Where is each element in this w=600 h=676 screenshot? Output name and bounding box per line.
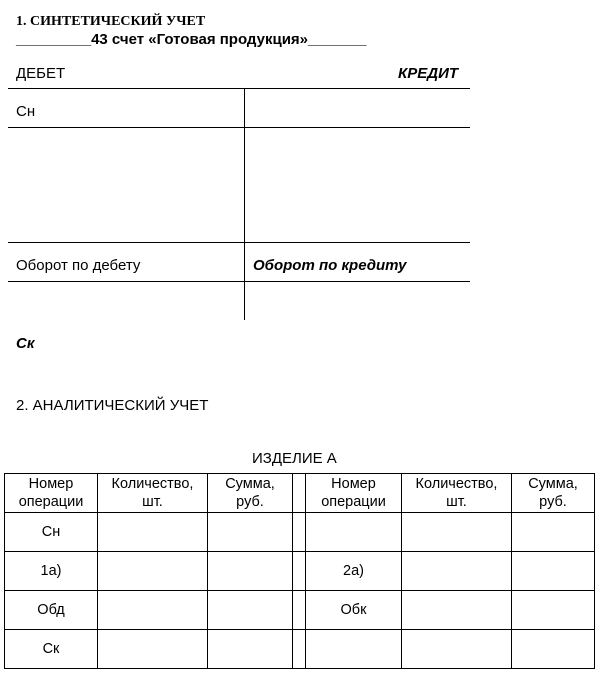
t-account-line-opening: [8, 127, 470, 128]
cell: [402, 552, 512, 591]
debit-turnover-label: Оборот по дебету: [16, 257, 141, 274]
cell: [208, 552, 293, 591]
right-op-cell: [306, 630, 402, 669]
header-quantity-right: Количество, шт.: [402, 474, 512, 513]
debit-header: ДЕБЕТ: [16, 65, 66, 82]
closing-balance-label: Ск: [16, 335, 35, 352]
table-row: [5, 552, 595, 591]
table-row: [5, 630, 595, 669]
cell: [208, 513, 293, 552]
cell: [98, 630, 208, 669]
left-op-cell: Сн: [5, 513, 98, 552]
cell: [512, 513, 595, 552]
header-sum-left: Сумма, руб.: [208, 474, 293, 513]
section-2-title: 2. АНАЛИТИЧЕСКИЙ УЧЕТ: [16, 397, 209, 414]
section-1-title: 1. СИНТЕТИЧЕСКИЙ УЧЕТ: [16, 14, 206, 29]
t-account-line-turnover: [8, 281, 470, 282]
spacer-cell: [293, 591, 306, 630]
right-op-cell: 2а): [306, 552, 402, 591]
cell: [402, 591, 512, 630]
credit-header: КРЕДИТ: [398, 65, 459, 82]
cell: [402, 513, 512, 552]
cell: [98, 591, 208, 630]
opening-balance-label: Сн: [16, 103, 36, 120]
header-op-number-right: Номер операции: [306, 474, 402, 513]
account-title: _________43 счет «Готовая продукция»_______: [16, 31, 367, 48]
table-row: [5, 591, 595, 630]
table-row: [5, 513, 595, 552]
cell: [512, 552, 595, 591]
cell: [208, 630, 293, 669]
cell: [512, 630, 595, 669]
left-op-cell: Ск: [5, 630, 98, 669]
t-account-line-entries: [8, 242, 470, 243]
credit-turnover-label: Оборот по кредиту: [253, 257, 407, 274]
header-op-number-left: Номер операции: [5, 474, 98, 513]
cell: [512, 591, 595, 630]
left-op-cell: 1а): [5, 552, 98, 591]
spacer-cell: [293, 630, 306, 669]
cell: [98, 552, 208, 591]
product-title: ИЗДЕЛИЕ А: [252, 450, 337, 467]
spacer-cell: [293, 552, 306, 591]
table-header-row: [5, 474, 595, 513]
right-op-cell: [306, 513, 402, 552]
cell: [402, 630, 512, 669]
t-account-top-line: [8, 88, 470, 89]
cell: [208, 591, 293, 630]
cell: [98, 513, 208, 552]
analytical-table: [4, 473, 595, 669]
left-op-cell: Обд: [5, 591, 98, 630]
spacer-cell: [293, 513, 306, 552]
t-account-center-line: [244, 88, 245, 320]
right-op-cell: Обк: [306, 591, 402, 630]
header-quantity-left: Количество, шт.: [98, 474, 208, 513]
header-sum-right: Сумма, руб.: [512, 474, 595, 513]
spacer-cell: [293, 474, 306, 513]
